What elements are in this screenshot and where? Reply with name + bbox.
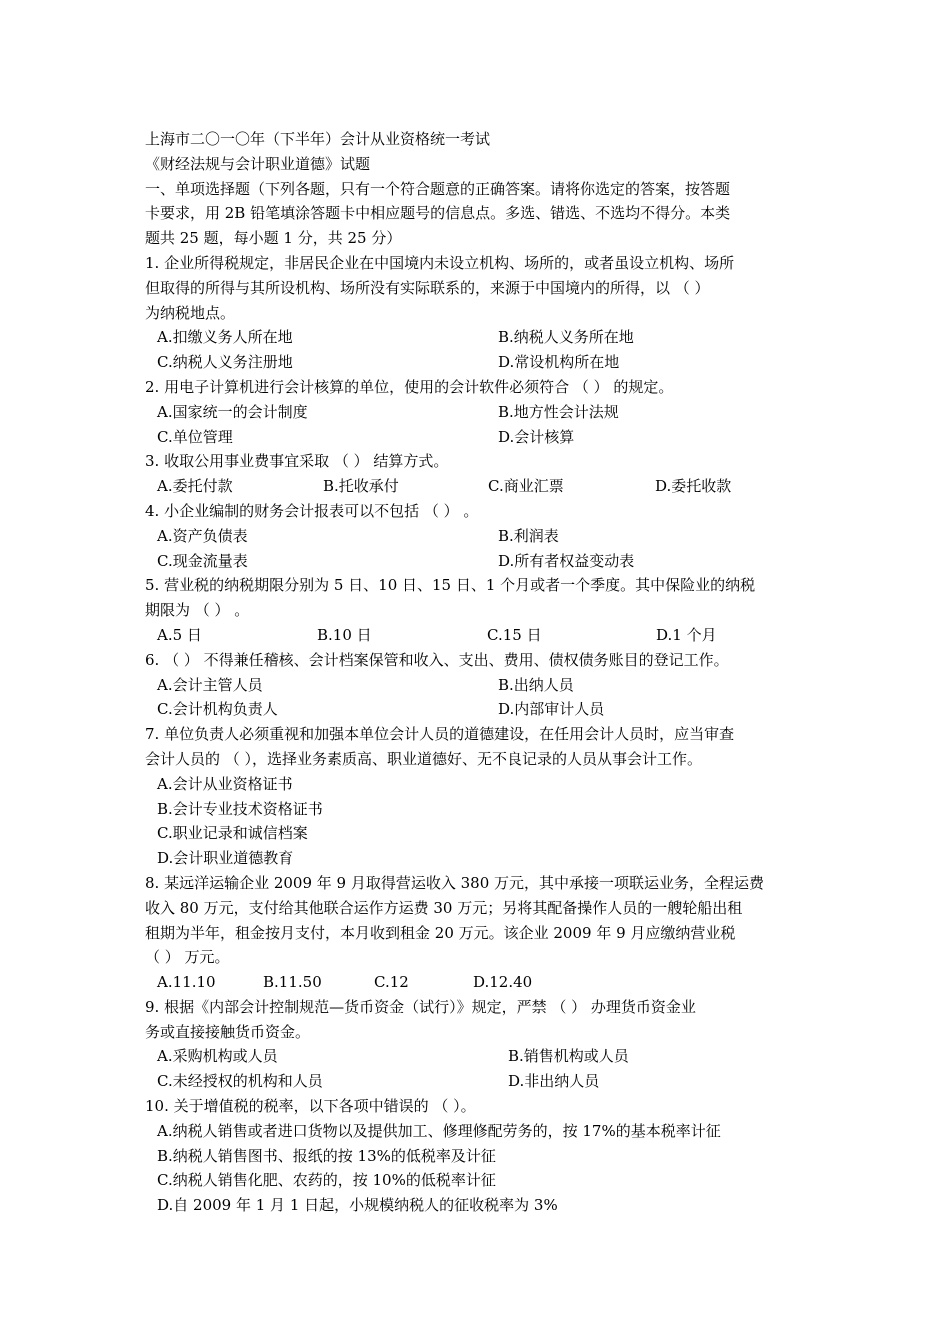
question-5-stem: 5. 营业税的纳税期限分别为 5 日、10 日、15 日、1 个月或者一个季度。其中保险业的纳税 — [145, 576, 756, 595]
question-2-options-row — [145, 425, 817, 450]
question-5-options-row — [145, 623, 817, 648]
question-5-stem: 期限为 （ ） 。 — [145, 601, 250, 620]
question-4-stem: 4. 小企业编制的财务会计报表可以不包括 （ ） 。 — [145, 501, 479, 520]
option-c: C.未经授权的机构和人员 — [157, 1072, 323, 1091]
section-instructions-line: 题共 25 题，每小题 1 分，共 25 分） — [145, 229, 402, 248]
option-c: C.纳税人义务注册地 — [157, 353, 293, 372]
option-a: A.5 日 — [157, 625, 202, 644]
option-b: B.地方性会计法规 — [498, 402, 619, 421]
question-1-options-row — [145, 350, 817, 375]
option-c: C.会计机构负责人 — [157, 700, 278, 719]
option-d: D.自 2009 年 1 月 1 日起，小规模纳税人的征收税率为 3% — [157, 1196, 558, 1215]
option-a: A.会计从业资格证书 — [157, 774, 293, 793]
exam-title: 上海市二〇一〇年（下半年）会计从业资格统一考试 — [145, 130, 491, 148]
option-a: A.委托付款 — [157, 477, 233, 496]
option-c: C.现金流量表 — [157, 551, 248, 570]
option-c: C.单位管理 — [157, 427, 233, 446]
option-d: D.非出纳人员 — [508, 1072, 600, 1091]
option-b: B.纳税人销售图书、报纸的按 13%的低税率及计征 — [157, 1146, 496, 1165]
question-6-options-row — [145, 673, 817, 698]
question-7-stem: 7. 单位负责人必须重视和加强本单位会计人员的道德建设，在任用会计人员时，应当审查 — [145, 725, 735, 744]
option-c: C.商业汇票 — [488, 477, 564, 496]
question-9-options-row — [145, 1044, 817, 1069]
option-b: B.利润表 — [498, 526, 559, 545]
option-d: D.1 个月 — [656, 625, 717, 644]
option-a: A.资产负债表 — [157, 526, 248, 545]
option-b: B.纳税人义务所在地 — [498, 328, 634, 347]
option-b: B.托收承付 — [323, 477, 399, 496]
question-10-stem: 10. 关于增值税的税率，以下各项中错误的 （ ）。 — [145, 1097, 476, 1116]
option-c: C.职业记录和诚信档案 — [157, 824, 308, 843]
question-4-options-row — [145, 549, 817, 574]
question-8-stem: 收入 80 万元，支付给其他联合运作方运费 30 万元；另将其配备操作人员的一艘轮船出租 — [145, 898, 743, 917]
option-a: A.11.10 — [157, 973, 216, 992]
exam-page — [145, 127, 817, 1218]
question-8-stem: 8. 某远洋运输企业 2009 年 9 月取得营运收入 380 万元，其中承接一项联运业务，全程运费 — [145, 873, 765, 892]
exam-subtitle: 《财经法规与会计职业道德》试题 — [145, 154, 371, 173]
question-2-stem: 2. 用电子计算机进行会计核算的单位，使用的会计软件必须符合 （ ） 的规定。 — [145, 377, 674, 396]
question-9-options-row — [145, 1069, 817, 1094]
section-instructions-line: 卡要求，用 2B 铅笔填涂答题卡中相应题号的信息点。多选、错选、不选均不得分。本类 — [145, 204, 731, 223]
question-8-stem: 租期为半年，租金按月支付，本月收到租金 20 万元。该企业 2009 年 9 月应缴纳营业税 — [145, 923, 736, 942]
question-1-stem: 但取得的所得与其所设机构、场所没有实际联系的，来源于中国境内的所得，以 （ ） — [145, 278, 710, 297]
section-instructions-line: 一、单项选择题（下列各题，只有一个符合题意的正确答案。请将你选定的答案，按答题 — [145, 179, 731, 198]
question-1-options-row — [145, 325, 817, 350]
option-a: A.国家统一的会计制度 — [157, 402, 308, 421]
question-9-stem: 9. 根据《内部会计控制规范—货币资金（试行）》规定，严禁 （ ） 办理货币资金业 — [145, 997, 696, 1016]
question-1-stem: 1. 企业所得税规定，非居民企业在中国境内未设立机构、场所的，或者虽设立机构、场所 — [145, 253, 735, 272]
question-1-stem: 为纳税地点。 — [145, 303, 236, 322]
option-d: D.常设机构所在地 — [498, 353, 620, 372]
question-2-options-row — [145, 400, 817, 425]
question-4-options-row — [145, 524, 817, 549]
question-6-options-row — [145, 697, 817, 722]
question-7-stem: 会计人员的 （ ），选择业务素质高、职业道德好、无不良记录的人员从事会计工作。 — [145, 749, 703, 768]
option-b: B.销售机构或人员 — [508, 1047, 629, 1066]
option-b: B.出纳人员 — [498, 675, 574, 694]
question-3-stem: 3. 收取公用事业费事宜采取 （ ） 结算方式。 — [145, 452, 449, 471]
option-c: C.15 日 — [487, 625, 542, 644]
option-c: C.12 — [374, 973, 409, 992]
option-d: D.委托收款 — [655, 477, 732, 496]
question-6-stem: 6. （ ） 不得兼任稽核、会计档案保管和收入、支出、费用、债权债务账目的登记工作。 — [145, 650, 729, 669]
option-b: B.会计专业技术资格证书 — [157, 799, 323, 818]
question-8-stem: （ ） 万元。 — [145, 948, 230, 967]
question-9-stem: 务或直接接触货币资金。 — [145, 1022, 311, 1041]
option-a: A.采购机构或人员 — [157, 1047, 278, 1066]
option-d: D.会计核算 — [498, 427, 575, 446]
option-d: D.所有者权益变动表 — [498, 551, 635, 570]
option-b: B.10 日 — [317, 625, 372, 644]
option-c: C.纳税人销售化肥、农药的，按 10%的低税率计征 — [157, 1171, 496, 1190]
option-d: D.内部审计人员 — [498, 700, 605, 719]
option-a: A.会计主管人员 — [157, 675, 263, 694]
option-a: A.扣缴义务人所在地 — [157, 328, 293, 347]
option-b: B.11.50 — [263, 973, 322, 992]
option-a: A.纳税人销售或者进口货物以及提供加工、修理修配劳务的，按 17%的基本税率计征 — [157, 1121, 721, 1140]
option-d: D.12.40 — [473, 973, 533, 992]
option-d: D.会计职业道德教育 — [157, 849, 294, 868]
question-3-options-row — [145, 474, 817, 499]
question-8-options-row — [145, 970, 817, 995]
